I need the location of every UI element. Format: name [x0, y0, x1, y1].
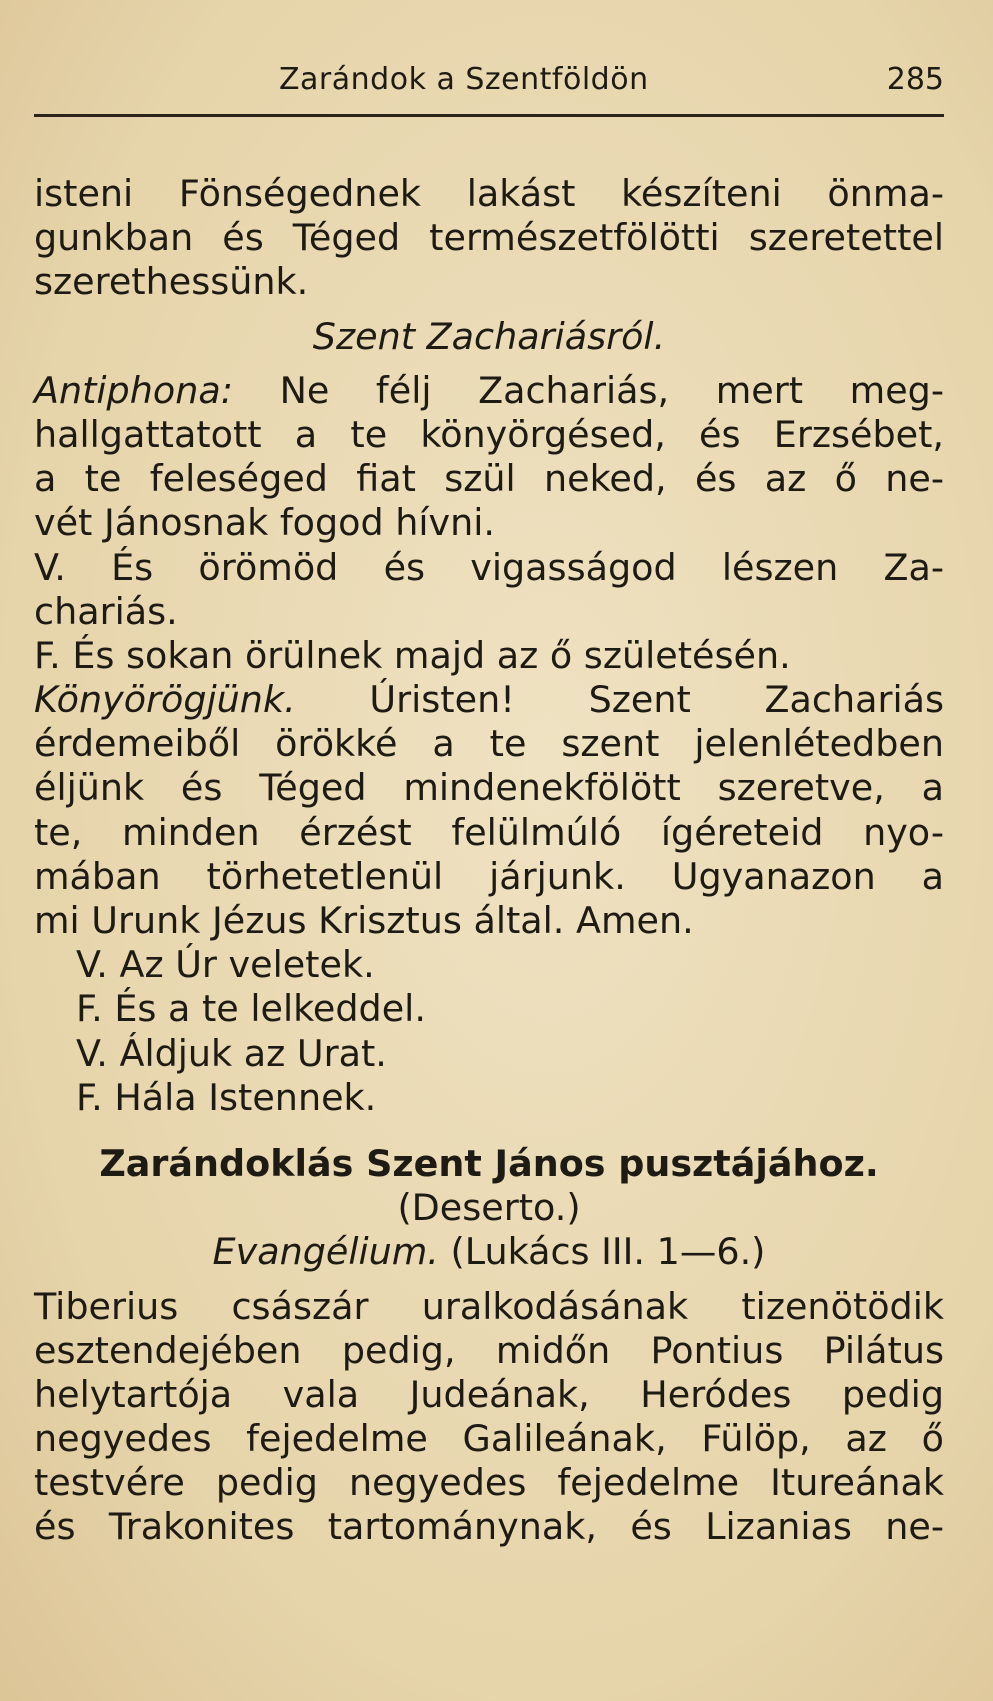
response-line: F. Hála Istennek. [76, 1075, 377, 1119]
section-heading: Zarándoklás Szent János pusztájához. [99, 1141, 879, 1185]
text-line: éljünk és Téged mindenekfölött szeretve, a [34, 766, 944, 810]
page-number: 285 [886, 62, 944, 97]
response-line: F. És sokan örülnek majd az ő születésén. [34, 633, 791, 677]
oratio-text: Úristen! Szent Zachariás [295, 678, 944, 722]
versicle-line: V. És örömöd és vigasságod lészen Za- [34, 545, 944, 589]
running-title: Zarándok a Szentföldön [279, 62, 649, 97]
text-line: testvére pedig negyedes fejedelme Itureának [34, 1461, 944, 1505]
antiphona-label: Antiphona: [34, 368, 233, 412]
section-subheading: (Deserto.) [397, 1186, 581, 1230]
gospel-reference [34, 1230, 944, 1274]
versicle-line: chariás. [34, 589, 178, 633]
response-line: V. Az Úr veletek. [76, 943, 375, 987]
text-line: te, minden érzést felülmúló ígéreteid nyo- [34, 810, 944, 854]
page-body [34, 172, 944, 1550]
text-line: szerethessünk. [34, 260, 309, 304]
response-line: V. Áldjuk az Urat. [76, 1031, 387, 1075]
text-line: mában törhetetlenül járjunk. Ugyanazon a [34, 854, 944, 898]
text-line: helytartója vala Judeának, Heródes pedig [34, 1372, 944, 1416]
antiphona-text: Ne félj Zachariás, mert meg- [233, 368, 944, 412]
section-heading: Szent Zachariásról. [312, 314, 666, 358]
text-line: érdemeiből örökké a te szent jelenlétedben [34, 722, 944, 766]
header-rule [34, 114, 944, 117]
text-line: negyedes fejedelme Galileának, Fülöp, az ő [34, 1417, 944, 1461]
text-line: Tiberius császár uralkodásának tizenötödik [34, 1284, 944, 1328]
text-line: gunkban és Téged természetfölötti szeretettel [34, 216, 944, 260]
running-header [34, 62, 944, 110]
text-line [34, 369, 944, 413]
gospel-label: Evangélium. [212, 1230, 439, 1274]
text-line: isteni Fönségednek lakást készíteni önma- [34, 172, 944, 215]
oratio-label: Könyörögjünk. [34, 678, 296, 722]
text-line: esztendejében pedig, midőn Pontius Pilátus [34, 1328, 944, 1372]
gospel-ref: (Lukács III. 1—6.) [438, 1230, 766, 1274]
text-line: és Trakonites tartománynak, és Lizanias ne- [34, 1505, 944, 1549]
response-line: F. És a te lelkeddel. [76, 987, 426, 1031]
text-line: a te feleséged fiat szül neked, és az ő ne- [34, 457, 944, 501]
text-line: vét Jánosnak fogod hívni. [34, 501, 496, 545]
text-line [34, 678, 944, 722]
text-line: mi Urunk Jézus Krisztus által. Amen. [34, 899, 694, 942]
text-line: hallgattatott a te könyörgésed, és Erzsébet, [34, 412, 944, 456]
